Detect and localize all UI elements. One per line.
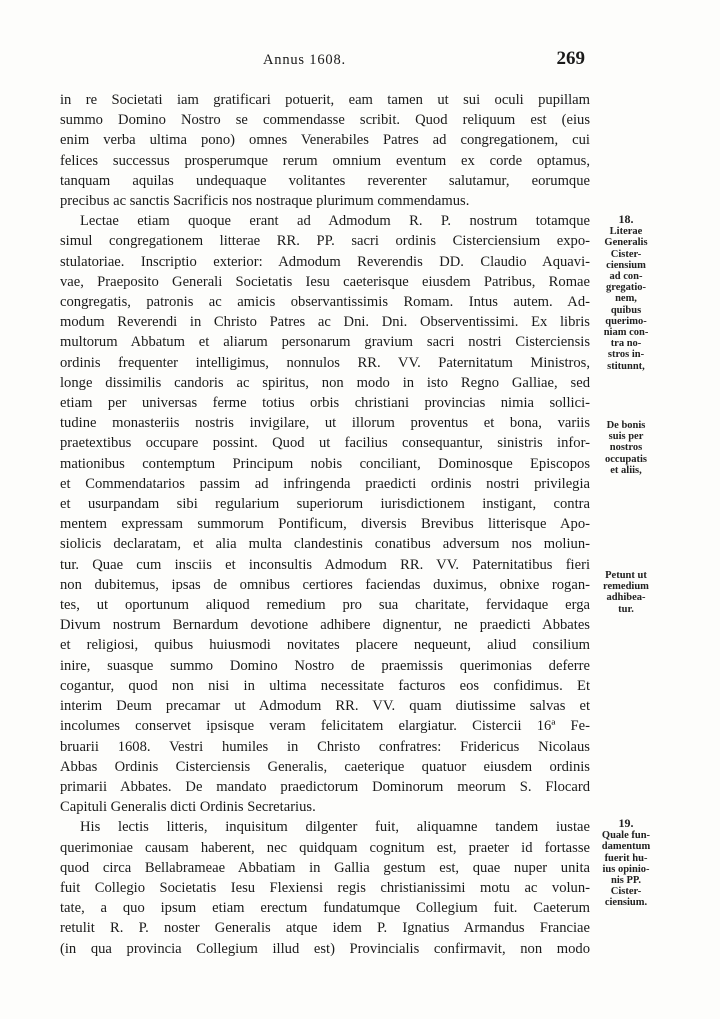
margin-note-petunt (594, 570, 658, 615)
paragraph (60, 817, 590, 958)
margin-note-line: Quale fun- (601, 830, 651, 842)
text-line: modum Reverendi in Christo Patres ac Dni. Dni. Observentissimi. Ex libris (60, 314, 590, 331)
margin-note-line: Cister- (610, 248, 642, 260)
margin-note-line: niam con- (603, 327, 649, 339)
text-line: enim verba ultima pono) omnes Venerabiles Patres ad congregationem, cui (60, 132, 590, 149)
margin-note-line: nostros (609, 442, 643, 454)
text-line: ordinis frequenter intelligimus, nonnulos RR. VV. Paternitatum Ministros, (60, 354, 590, 371)
body-text (60, 90, 590, 959)
margin-note-line: tur. (618, 603, 634, 615)
margin-note-18 (594, 214, 658, 372)
margin-note-line: De bonis (606, 420, 646, 431)
margin-note-line: adhibea- (606, 592, 646, 604)
margin-note-line: Generalis (604, 237, 648, 249)
text-line: precibus ac sanctis Sacrificis nos nostraque plurimum commendamus. (60, 193, 470, 210)
text-line: retulit R. P. noster Generalis atque idem P. Ignatius Armandus Franciae (60, 920, 590, 937)
text-line: Abbas Ordinis Cisterciensis Generalis, caeterique quatuor eiusdem ordinis (60, 758, 590, 775)
text-line: multorum Abbatum et aliarum personarum gravium sacri nostri Cisterciensis (60, 334, 590, 351)
margin-note-line: ad con- (609, 271, 643, 283)
text-line: tanquam aquilas undequaque volitantes reverenter salutamur, eorumque (60, 172, 590, 189)
text-line: primarii Abbates. De mandato praedictorum Dominorum meorum S. Flocard (60, 778, 590, 795)
margin-note-line: quibus (610, 304, 642, 316)
text-line: His lectis litteris, inquisitum dilgenter fuit, aliquamne tandem iustae (80, 819, 590, 836)
margin-note-line: damentum (601, 841, 651, 853)
text-line: summo Domino Nostro se commendasse scribit. Quod reliquum est (eius (60, 112, 590, 129)
margin-note-line: remedium (603, 581, 649, 593)
text-line: vae, Praeposito Generali Societatis Iesu caeterisque eiusdem Patribus, Romae (60, 273, 590, 290)
paragraph (60, 211, 590, 817)
page-header (60, 48, 600, 76)
margin-note-line: Literae (609, 226, 643, 238)
margin-note-line: occupatis (605, 453, 647, 465)
margin-note-line: nis PP. (611, 875, 641, 887)
text-line: et religiosi, quibus huiusmodi novitates placere nequeunt, aliud consilium (60, 637, 590, 654)
text-line: interim Deum precamar ut Admodum RR. VV. quam diutissime salvas et (60, 698, 590, 715)
text-line: tur. Quae cum insciis et inconsultis Admodum RR. VV. Paternitatibus fieri (60, 556, 590, 573)
text-line: quod circa Bellabrameae Abbatiam in Gallia gestum est, quae nuper unita (60, 859, 590, 876)
margin-note-line: stros in- (607, 349, 645, 361)
text-line: querimoniae causam haberent, nec quidquam cognitum est, praeter id fortasse (60, 839, 590, 856)
text-line: fuit Collegio Societatis Iesu Flexiensi regis christianissimi motu ac volun- (60, 879, 590, 896)
margin-note-line: fuerit hu- (604, 852, 648, 864)
margin-note-line: gregatio- (605, 282, 647, 294)
text-line: (in qua provincia Collegium illud est) Provincialis confirmavit, non modo (60, 940, 590, 957)
text-line: tes, ut oportunum aliquod remedium pro sua charitate, fervidaque erga (60, 597, 590, 614)
margin-note-line: ius opinio- (602, 863, 650, 875)
margin-note-line: nem, (615, 293, 637, 305)
text-line: in re Societati iam gratificari potuerit, eam tamen ut sui oculi pupillam (60, 92, 590, 108)
text-line: non dubitemus, ipsas de omnibus certiores faciendas duximus, obnixe rogan- (60, 576, 590, 593)
text-line: tate, a quo ipsum etiam erectum fundatumque Collegium fuit. Caeterum (60, 900, 590, 917)
margin-note-line: ciensium (606, 259, 646, 271)
text-line: Divum nostrum Bernardum devotione adhibere dignentur, ne praedicti Abbates (60, 617, 590, 634)
margin-note-19 (594, 818, 658, 909)
page-number: 269 (556, 48, 585, 69)
text-line: mationibus contemptum Principum nobis conciliant, Dominosque Episcopos (60, 455, 590, 472)
paragraph (60, 90, 590, 211)
running-title: Annus 1608. (263, 52, 346, 68)
text-line: siolicis declaratam, et alia multa clandestinis conatibus adversum nos moliun- (60, 536, 590, 553)
margin-note-line: querimo- (605, 315, 647, 327)
margin-note-line: Cister- (610, 886, 642, 898)
text-line: felices successus prosperumque rerum omnium eventum ex corde optamus, (60, 152, 590, 169)
margin-note-line: Petunt ut (605, 570, 647, 581)
text-line: etiam per universas ferme totius orbis christiani provincias nimia sollici- (60, 395, 590, 412)
text-line: tudine monasteriis nostris invigilare, ut illorum proventus et bona, variis (60, 415, 590, 432)
text-line: mentem expressam summorum Pontificum, diversis Brevibus litterisque Apo- (60, 516, 590, 533)
text-line: incolumes conservet ipsisque veram felicitatem elargiatur. Cistercii 16ª Fe- (60, 718, 590, 735)
text-line: cogantur, quod non nisi in ultima necessitate facturos eos confidimus. Et (60, 677, 590, 694)
margin-note-line: stitunnt, (607, 360, 645, 372)
text-line: praetextibus occupare possint. Quod ut facilius consequantur, sinistris infor- (60, 435, 590, 452)
margin-note-line: tra no- (610, 338, 642, 350)
text-line: Capituli Generalis dicti Ordinis Secretarius. (60, 799, 316, 816)
margin-note-line: suis per (608, 431, 644, 443)
text-line: stulatoriae. Inscriptio exterior: Admodum Reverendis DD. Claudio Aquavi- (60, 253, 590, 270)
text-line: longe dissimilis candoris ac spiritus, non modo in isto Regno Galliae, sed (60, 374, 590, 391)
text-line: congregatis, patronis ac amicis observantissimis Romam. Intus autem. Ad- (60, 294, 590, 311)
text-line: inire, suasque summo Domino Nostro de praemissis querimonias deferre (60, 657, 590, 674)
text-line: bruarii 1608. Vestri humiles in Christo confratres: Fridericus Nicolaus (60, 738, 590, 755)
text-line: Lectae etiam quoque erant ad Admodum R. P. nostrum totamque (80, 213, 590, 230)
text-line: et Commendatarios passim ad infringenda praedicti ordinis nostri privilegia (60, 475, 590, 492)
margin-note-number: 18. (618, 212, 634, 226)
margin-note-line: et aliis, (610, 464, 642, 476)
text-line: simul congregationem litterae RR. PP. sacri ordinis Cisterciensium expo- (60, 233, 590, 250)
margin-note-number: 19. (618, 816, 634, 830)
margin-note-line: ciensium. (604, 897, 648, 909)
margin-note-de-bonis (594, 420, 658, 476)
text-line: et usurpandam sibi regularium superiorum iurisdictionem instigant, contra (60, 496, 590, 513)
